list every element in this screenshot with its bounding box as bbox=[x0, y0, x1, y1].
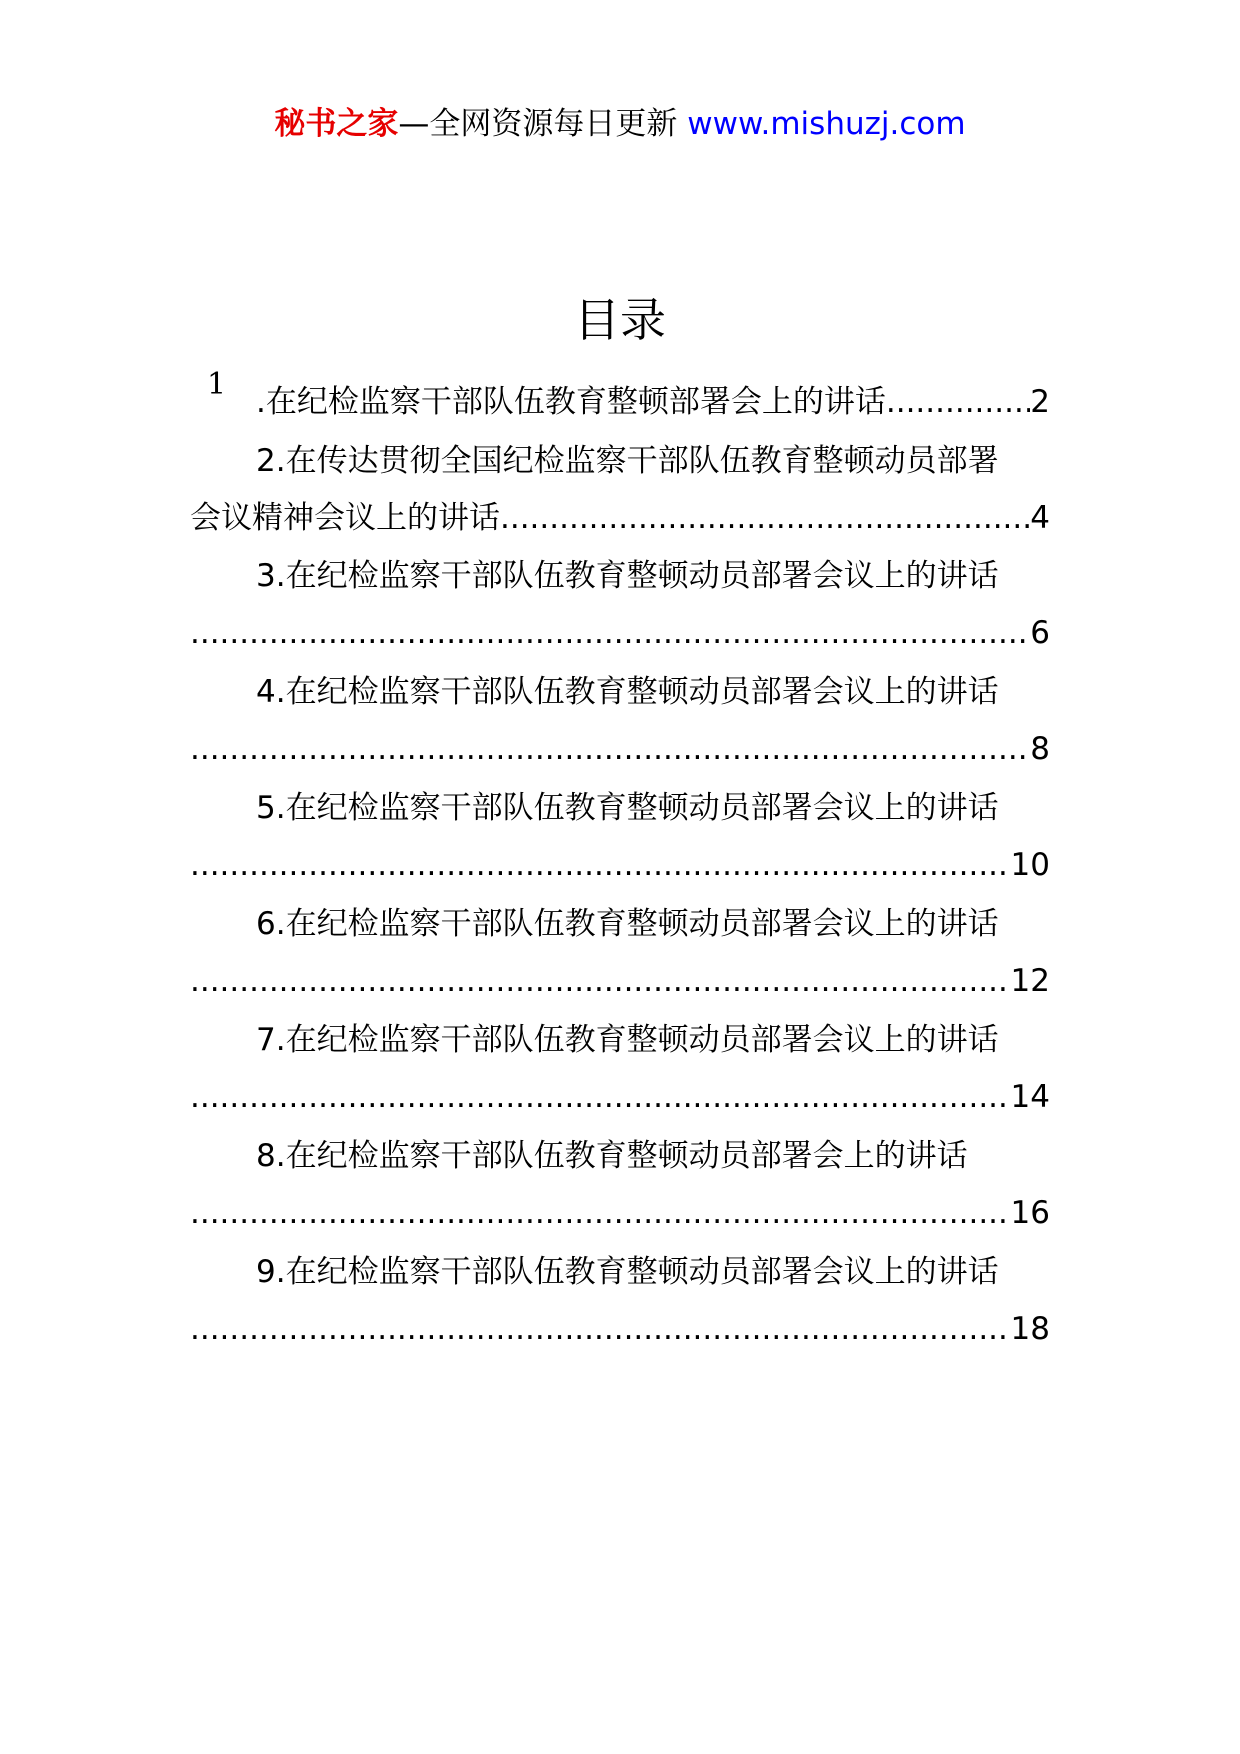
toc-entry-5-line2[interactable] bbox=[190, 838, 1050, 892]
toc-leader-dots bbox=[190, 606, 1030, 660]
toc-entry-7-line2[interactable] bbox=[190, 1070, 1050, 1124]
toc-leader-dots bbox=[886, 375, 1030, 429]
toc-entry-6-line2[interactable] bbox=[190, 954, 1050, 1008]
toc-leader-dots bbox=[190, 954, 1011, 1008]
toc-entry-text: 会议精神会议上的讲话 bbox=[190, 500, 500, 536]
toc-entry-5-line1[interactable] bbox=[190, 781, 1050, 835]
toc-entry-text: 7.在纪检监察干部队伍教育整顿动员部署会议上的讲话 bbox=[256, 1022, 999, 1058]
toc-entry-row bbox=[190, 954, 1050, 1008]
site-tagline: —全网资源每日更新 bbox=[398, 106, 688, 142]
toc-page-number: 16 bbox=[1010, 1195, 1050, 1231]
toc-entry-9-line1[interactable] bbox=[190, 1245, 1050, 1299]
toc-entry-2-line2[interactable] bbox=[190, 491, 1050, 545]
toc-entry-row bbox=[190, 838, 1050, 892]
toc-entry-row bbox=[256, 375, 1050, 429]
toc-entry-1[interactable] bbox=[190, 375, 1050, 429]
toc-entry-row bbox=[190, 722, 1050, 776]
footnote-mark: 1 bbox=[207, 367, 227, 402]
toc-page-number: 18 bbox=[1010, 1311, 1050, 1347]
toc-leader-dots bbox=[190, 1186, 1011, 1240]
toc-entry-text: 2.在传达贯彻全国纪检监察干部队伍教育整顿动员部署 bbox=[256, 443, 999, 479]
toc-leader-dots bbox=[500, 491, 1030, 545]
toc-entry-text: 8.在纪检监察干部队伍教育整顿动员部署会上的讲话 bbox=[256, 1138, 968, 1174]
toc-page-number: 14 bbox=[1010, 1079, 1050, 1115]
toc-entry-text: .在纪检监察干部队伍教育整顿部署会上的讲话 bbox=[256, 384, 886, 420]
toc-entry-row bbox=[190, 1186, 1050, 1240]
toc-entry-9-line2[interactable] bbox=[190, 1302, 1050, 1356]
toc-entry-text: 3.在纪检监察干部队伍教育整顿动员部署会议上的讲话 bbox=[256, 558, 999, 594]
toc-entry-7-line1[interactable] bbox=[190, 1013, 1050, 1067]
toc-entry-text: 5.在纪检监察干部队伍教育整顿动员部署会议上的讲话 bbox=[256, 790, 999, 826]
toc-page-number: 4 bbox=[1030, 500, 1050, 536]
toc-entry-text: 9.在纪检监察干部队伍教育整顿动员部署会议上的讲话 bbox=[256, 1254, 999, 1290]
toc-entry-8-line1[interactable] bbox=[190, 1129, 1050, 1183]
toc-entry-3-line2[interactable] bbox=[190, 606, 1050, 660]
toc-page-number: 8 bbox=[1030, 731, 1050, 767]
site-brand: 秘书之家 bbox=[274, 106, 399, 142]
toc-page-number: 12 bbox=[1010, 963, 1050, 999]
toc-entry-row bbox=[190, 1070, 1050, 1124]
toc-entry-text: 4.在纪检监察干部队伍教育整顿动员部署会议上的讲话 bbox=[256, 674, 999, 710]
toc-leader-dots bbox=[190, 1302, 1011, 1356]
site-header bbox=[0, 100, 1240, 148]
toc-entry-4-line2[interactable] bbox=[190, 722, 1050, 776]
toc-page-number: 2 bbox=[1030, 384, 1050, 420]
toc-entry-8-line2[interactable] bbox=[190, 1186, 1050, 1240]
toc-entry-row bbox=[190, 606, 1050, 660]
toc-page-number: 10 bbox=[1010, 847, 1050, 883]
toc-entry-2-line1[interactable] bbox=[190, 434, 1050, 488]
toc-page-number: 6 bbox=[1030, 615, 1050, 651]
toc-leader-dots bbox=[190, 722, 1030, 776]
toc-entry-6-line1[interactable] bbox=[190, 897, 1050, 951]
toc-entry-text: 6.在纪检监察干部队伍教育整顿动员部署会议上的讲话 bbox=[256, 906, 999, 942]
toc-entry-row bbox=[190, 491, 1050, 545]
toc-entry-4-line1[interactable] bbox=[190, 665, 1050, 719]
toc-title: 目录 bbox=[574, 293, 666, 347]
toc-leader-dots bbox=[190, 838, 1011, 892]
site-url-link[interactable]: www.mishuzj.com bbox=[687, 106, 966, 142]
toc-leader-dots bbox=[190, 1070, 1011, 1124]
toc-entry-3-line1[interactable] bbox=[190, 549, 1050, 603]
toc-entry-row bbox=[190, 1302, 1050, 1356]
